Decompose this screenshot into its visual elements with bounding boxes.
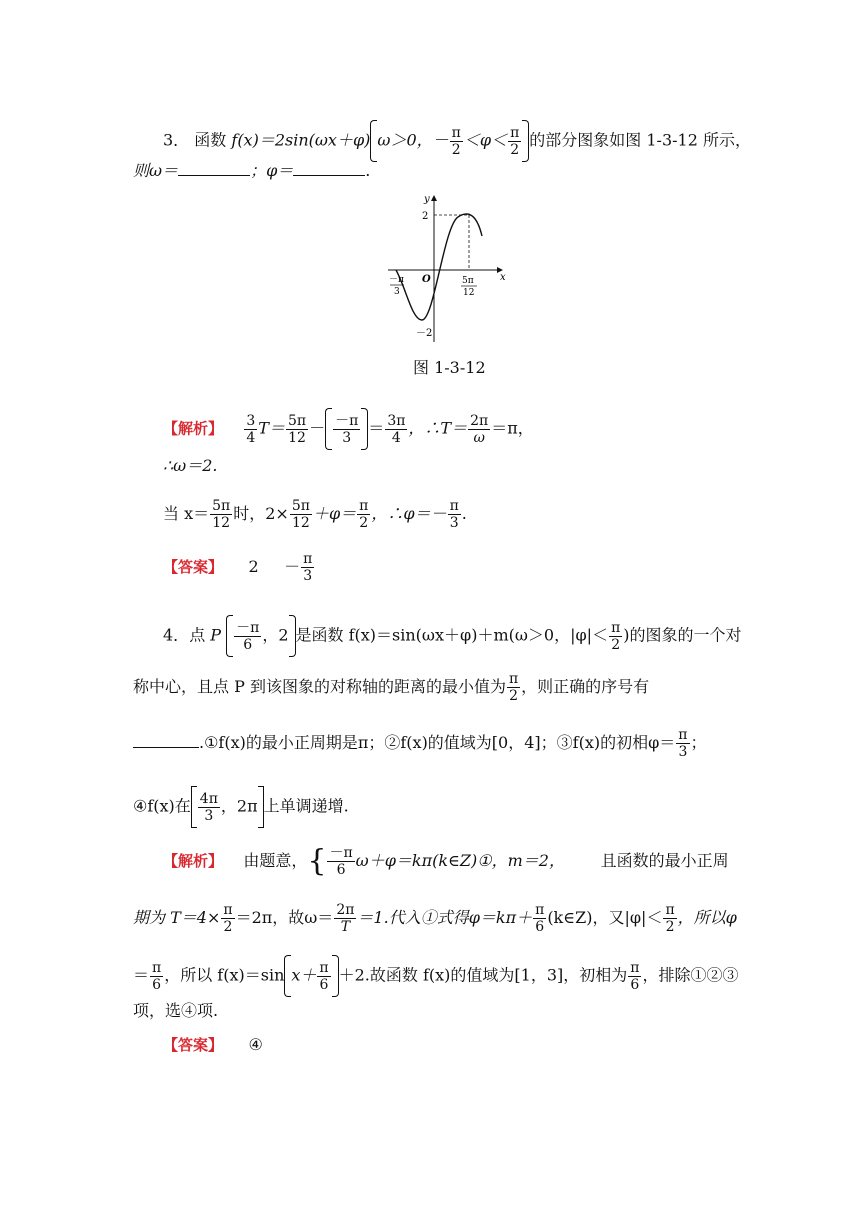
q4-line-1: 4．点 P $\frac{-\pi}{6}$ ，2 是函数 f(x)＝sin(ωx＋φ)＋m(ω＞0，|φ|＜ $\frac{\pi}{2}$ )的图象的一个对	[163, 615, 742, 657]
figure-caption: 图 1-3-12	[413, 358, 486, 377]
q3-func: f(x)＝2sin(ωx＋φ)	[231, 130, 371, 150]
answer-phi: $\frac{\pi}{3}$	[303, 551, 313, 584]
sol3-line-1: 【解析】 $\frac{3}{4}$ T＝ $\frac{5\pi}{12}$ － $\frac{-\pi}{3}$ ＝ $\frac{3\pi}{4}$ ，∴T＝ $\frac{2\pi}{\omega}$ ＝π，	[163, 408, 534, 450]
q3-lt-phi: ＜φ＜	[463, 130, 508, 150]
sol4-answer-line	[163, 1034, 263, 1056]
answer-tag: 【答案】	[163, 558, 224, 576]
x-axis-label: x	[500, 272, 506, 283]
q3-line-2: 则ω＝ ；φ＝ .	[133, 161, 371, 180]
frac-pi-2: $\frac{\pi}{2}$	[510, 124, 520, 158]
answer-omega: 2	[248, 557, 259, 576]
q3-stem-b: 的部分图象如图 1-3-12 所示，	[529, 130, 751, 150]
sine-graph-figure	[384, 186, 514, 346]
left-paren	[325, 408, 332, 450]
sol4-line-2: 期为 T＝4× $\frac{\pi}{2}$ ＝2π，故ω＝ $\frac{2\pi}{T}$ ＝1.代入①式得φ＝kπ＋ $\frac{\pi}{6}$ (k∈Z)，又|φ|＜ $\frac{\pi}{2}$ ，所以φ	[133, 902, 737, 935]
y-axis-label: y	[424, 194, 430, 205]
analysis-tag: 【解析】	[163, 419, 224, 438]
x-right-num: 5π	[462, 276, 474, 286]
q4-line-3: .①f(x)的最小正周期是π；②f(x)的值域为[0，4]；③f(x)的初相φ＝ $\frac{\pi}{3}$ ；	[133, 727, 707, 760]
brace-icon: {	[307, 843, 327, 879]
x-right-den: 12	[463, 288, 475, 298]
q3-number: 3．	[163, 130, 190, 150]
q4-line-4: ④f(x)在 $\frac{4\pi}{3}$ ，2π 上单调递增.	[133, 786, 349, 828]
answer-blank-phi[interactable]	[293, 175, 365, 176]
sol3-answer-line: 【答案】 2 － $\frac{\pi}{3}$	[163, 551, 313, 584]
analysis-tag: 【解析】	[163, 852, 224, 870]
q3-cond-a: ω＞0，－	[377, 130, 449, 150]
right-paren	[332, 955, 339, 997]
sol4-line-4: 项，选④项.	[133, 1001, 219, 1020]
answer-blank-q4[interactable]	[133, 747, 199, 748]
y-max-label: 2	[422, 211, 429, 222]
answer-tag: 【答案】	[163, 1036, 224, 1054]
left-paren	[226, 615, 233, 657]
x-left-den: 3	[394, 287, 400, 297]
left-bracket	[191, 786, 197, 828]
sol3-line-3: 当 x＝ $\frac{5\pi}{12}$ 时，2× $\frac{5\pi}{12}$ ＋φ＝ $\frac{\pi}{2}$ ，∴φ＝－ $\frac{\pi}{3}$ .	[163, 498, 467, 531]
q3-line-1	[163, 120, 751, 162]
q4-line-2: 称中心，且点 P 到该图象的对称轴的距离的最小值为 $\frac{\pi}{2}$ ，则正确的序号有	[133, 671, 650, 704]
sol4-line-1: 【解析】 由题意，{ $\frac{-\pi}{6}$ ω＋φ＝kπ(k∈Z)①，m＝2， 且函数的最小正周	[163, 843, 729, 879]
frac-pi-2: $\frac{\pi}{2}$	[451, 124, 461, 158]
q3-stem-a: 函数	[194, 130, 227, 150]
answer-q4: ④	[248, 1035, 263, 1054]
answer-blank-omega[interactable]	[178, 175, 250, 176]
q3-ask-phi: ；φ＝	[250, 161, 294, 180]
right-paren	[289, 615, 296, 657]
q3-ask-omega: 则ω＝	[133, 161, 179, 180]
sol3-line-2: ∴ω＝2.	[163, 456, 218, 475]
origin-label: O	[422, 274, 431, 285]
sol4-line-3: ＝ $\frac{\pi}{6}$ ，所以 f(x)＝sin x＋ $\frac{\pi}{6}$ ＋2.故函数 f(x)的值域为[1，3]，初相为 $\frac{\pi}{6}$ ，排除①②③	[133, 955, 738, 997]
x-left-num: －π	[389, 275, 404, 285]
y-min-label: －2	[416, 328, 433, 339]
